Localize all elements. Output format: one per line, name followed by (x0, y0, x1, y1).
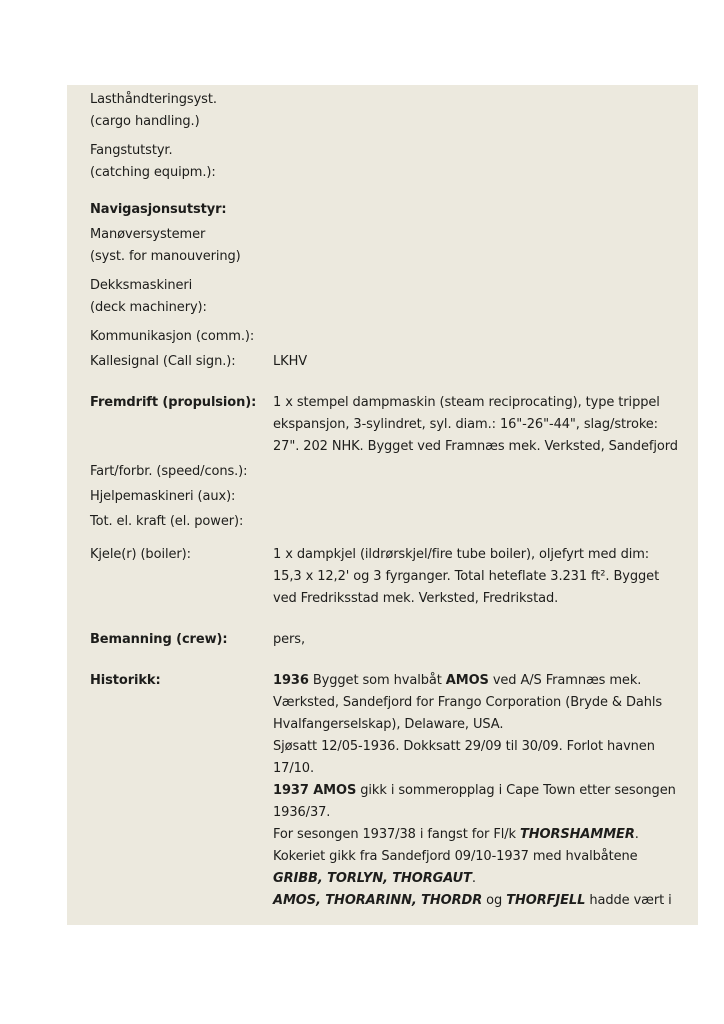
field-label-line: Hjelpemaskineri (aux): (90, 489, 236, 504)
field-label-catching-equipment (90, 140, 273, 184)
text-run: Hvalfangerselskap), Delaware, USA. (273, 717, 504, 732)
text-run: Kokeriet gikk fra Sandefjord 09/10-1937 med hvalbåtene (273, 849, 638, 864)
field-value-line (273, 758, 698, 780)
field-value-line (273, 824, 698, 846)
blank-line-spacer (90, 191, 698, 199)
emphasized-text-run: GRIBB, TORLYN, THORGAUT (273, 871, 472, 886)
text-run: hadde vært i (585, 893, 672, 908)
field-maneuvering-systems (90, 224, 698, 268)
field-value-line (273, 392, 698, 414)
field-label-line: Dekksmaskineri (90, 278, 193, 293)
field-label-line: Tot. el. kraft (el. power): (90, 514, 244, 529)
field-label-boiler (90, 544, 273, 566)
field-label-call-sign (90, 351, 273, 373)
field-value-line (273, 736, 698, 758)
field-label-line: Fremdrift (propulsion): (90, 395, 257, 410)
text-run: LKHV (273, 354, 308, 369)
field-label-line: Fart/forbr. (speed/cons.): (90, 464, 248, 479)
field-label-auxiliary-machinery (90, 486, 273, 508)
field-history (90, 670, 698, 912)
text-run: 17/10. (273, 761, 314, 776)
text-run: 1 x stempel dampmaskin (steam reciprocating), type trippel (273, 395, 660, 410)
field-label-line: (catching equipm.): (90, 165, 216, 180)
emphasized-text-run: THORFJELL (506, 893, 586, 908)
blank-line-spacer (90, 536, 698, 544)
field-label-deck-machinery (90, 275, 273, 319)
text-run: 1 x dampkjel (ildrørskjel/fire tube boiler), oljefyrt med dim: (273, 547, 650, 562)
field-value-line (273, 670, 698, 692)
field-value-line (273, 890, 698, 912)
field-value-line (273, 868, 698, 890)
field-value-line (273, 802, 698, 824)
field-boiler (90, 544, 698, 610)
text-run: ved A/S Framnæs mek. (488, 673, 642, 688)
field-label-line: Kallesignal (Call sign.): (90, 354, 236, 369)
text-run: 1936/37. (273, 805, 331, 820)
field-label-line: Navigasjonsutstyr: (90, 202, 227, 217)
field-value-line (273, 692, 698, 714)
text-run: 15,3 x 12,2' og 3 fyrganger. Total heteflate 3.231 ft². Bygget (273, 569, 660, 584)
field-label-total-electric-power (90, 511, 273, 533)
emphasized-text-run: AMOS (445, 673, 489, 688)
text-run: Sjøsatt 12/05-1936. Dokksatt 29/09 til 30/09. Forlot havnen (273, 739, 655, 754)
text-run: gikk i sommeropplag i Cape Town etter sesongen (356, 783, 676, 798)
field-total-electric-power (90, 511, 698, 533)
field-deck-machinery (90, 275, 698, 319)
field-label-line: (deck machinery): (90, 300, 207, 315)
field-cargo-handling-system (90, 89, 698, 133)
field-label-crew (90, 629, 273, 651)
text-run: og (482, 893, 507, 908)
field-label-line: (syst. for manouvering) (90, 249, 241, 264)
field-label-speed-consumption (90, 461, 273, 483)
text-run: For sesongen 1937/38 i fangst for Fl/k (273, 827, 520, 842)
text-run: pers, (273, 632, 306, 647)
field-label-navigation-equipment-heading (90, 199, 273, 221)
vessel-data-sheet (67, 85, 698, 925)
field-value-line (273, 780, 698, 802)
field-value-line (273, 414, 698, 436)
field-label-line: Lasthåndteringsyst. (90, 92, 217, 107)
field-value-line (273, 588, 698, 610)
field-value-line (273, 629, 698, 651)
field-value-crew (273, 629, 698, 651)
field-label-history (90, 670, 273, 692)
text-run: . (471, 871, 476, 886)
emphasized-text-run: 1937 AMOS (273, 783, 357, 798)
field-label-line: Bemanning (crew): (90, 632, 228, 647)
field-label-line: Kjele(r) (boiler): (90, 547, 191, 562)
field-label-line: Historikk: (90, 673, 161, 688)
field-communication (90, 326, 698, 348)
field-label-maneuvering-systems (90, 224, 273, 268)
emphasized-text-run: THORSHAMMER (519, 827, 635, 842)
field-value-propulsion (273, 392, 698, 458)
field-call-sign (90, 351, 698, 373)
field-value-line (273, 566, 698, 588)
field-label-cargo-handling-system (90, 89, 273, 133)
emphasized-text-run: AMOS, THORARINN, THORDR (273, 893, 483, 908)
field-label-line: Kommunikasjon (comm.): (90, 329, 255, 344)
field-value-history (273, 670, 698, 912)
field-label-line: Fangstutstyr. (90, 143, 173, 158)
text-run: . (634, 827, 639, 842)
field-propulsion (90, 392, 698, 458)
field-value-line (273, 436, 698, 458)
text-run: 27". 202 NHK. Bygget ved Framnæs mek. Verksted, Sandefjord (273, 439, 678, 454)
field-value-boiler (273, 544, 698, 610)
field-speed-consumption (90, 461, 698, 483)
text-run: ved Fredriksstad mek. Verksted, Fredrikstad. (273, 591, 559, 606)
text-run: ekspansjon, 3-sylindret, syl. diam.: 16"-26"-44", slag/stroke: (273, 417, 658, 432)
blank-line-spacer (90, 613, 698, 629)
field-value-line (273, 351, 698, 373)
blank-line-spacer (90, 376, 698, 392)
field-catching-equipment (90, 140, 698, 184)
text-run: Bygget som hvalbåt (308, 673, 446, 688)
field-value-call-sign (273, 351, 698, 373)
field-value-line (273, 846, 698, 868)
field-crew (90, 629, 698, 651)
emphasized-text-run: 1936 (273, 673, 309, 688)
field-navigation-equipment-heading (90, 199, 698, 221)
field-value-line (273, 714, 698, 736)
field-auxiliary-machinery (90, 486, 698, 508)
text-run: Værksted, Sandefjord for Frango Corporation (Bryde & Dahls (273, 695, 663, 710)
field-label-line: (cargo handling.) (90, 114, 200, 129)
field-label-communication (90, 326, 273, 348)
field-value-line (273, 544, 698, 566)
field-label-propulsion (90, 392, 273, 414)
blank-line-spacer (90, 654, 698, 670)
field-label-line: Manøversystemer (90, 227, 206, 242)
